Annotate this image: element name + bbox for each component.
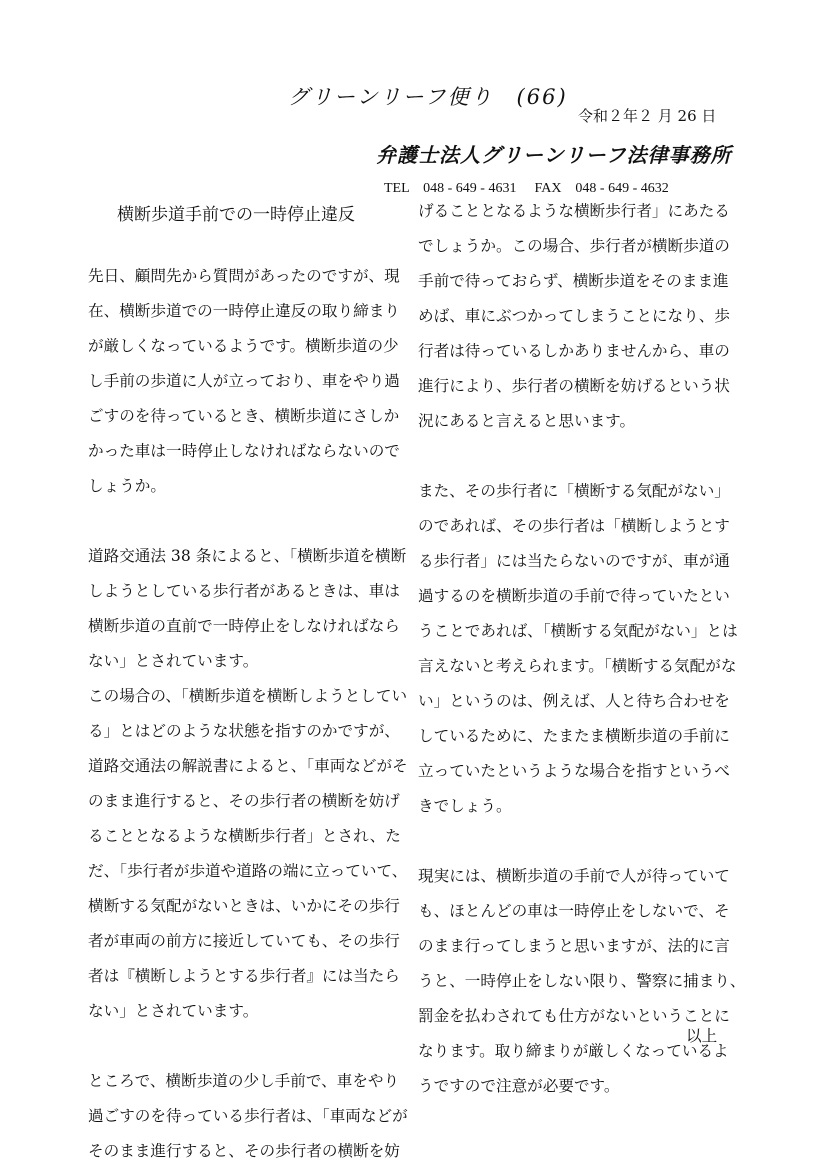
body-line: 横断する気配がないときは、いかにその歩行 <box>88 897 400 915</box>
body-line: 罰金を払わされても仕方がないということに <box>418 1007 730 1025</box>
body-line: うですので注意が必要です。 <box>418 1077 620 1095</box>
body-line: めば、車にぶつかってしまうことになり、歩 <box>418 307 730 325</box>
body-line: うと、一時停止をしない限り、警察に捕まり、 <box>418 972 746 990</box>
body-line: 現実には、横断歩道の手前で人が待っていて <box>418 867 730 885</box>
body-line: 横断歩道の直前で一時停止をしなければなら <box>88 617 400 635</box>
body-line <box>88 1029 393 1064</box>
body-line: でしょうか。この場合、歩行者が横断歩道の <box>418 237 730 255</box>
body-line: 立っていたというような場合を指すというべ <box>418 762 730 780</box>
body-line: しているために、たまたま横断歩道の手前に <box>418 727 730 745</box>
body-line: 言えないと考えられます。「横断する気配がな <box>418 657 737 675</box>
body-line: げることとなるような横断歩行者」にあたる <box>418 202 730 220</box>
body-line: 道路交通法の解説書によると、「車両などがそ <box>88 757 408 775</box>
body-line: い」というのは、例えば、人と待ち合わせを <box>418 692 730 710</box>
body-line: のであれば、その歩行者は「横断しようとす <box>418 517 730 535</box>
issue-date: 令和２年２ 月 26 日 <box>578 107 717 125</box>
body-line: 過するのを横断歩道の手前で待っていたとい <box>418 587 730 605</box>
body-line: 手前で待っておらず、横断歩道をそのまま進 <box>418 272 729 290</box>
body-line: だ、「歩行者が歩道や道路の端に立っていて、 <box>88 862 408 880</box>
body-line: 道路交通法 38 条によると、「横断歩道を横断 <box>88 547 407 565</box>
body-line: かった車は一時停止しなければならないので <box>88 442 400 460</box>
body-line <box>418 824 723 859</box>
article-right-column <box>418 194 746 1104</box>
body-line: が厳しくなっているようです。横断歩道の少 <box>88 337 399 355</box>
article-left-column <box>88 259 408 1169</box>
body-line: 先日、顧問先から質問があったのですが、現 <box>88 267 400 285</box>
closing-mark: 以上 <box>686 1027 718 1045</box>
body-line: この場合の、「横断歩道を横断しようとしてい <box>88 687 408 705</box>
body-line: も、ほとんどの車は一時停止をしないで、そ <box>418 902 730 920</box>
body-line: る」とはどのような状態を指すのかですが、 <box>88 722 400 740</box>
body-line: ることとなるような横断歩行者」とされ、た <box>88 827 401 845</box>
newsletter-title: グリーンリーフ便り (66) <box>288 85 568 109</box>
fax-number: FAX 048 - 649 - 4632 <box>534 181 669 196</box>
body-line: し手前の歩道に人が立っており、車をやり過 <box>88 372 400 390</box>
body-line: また、その歩行者に「横断する気配がない」 <box>418 482 730 500</box>
body-line: うことであれば、「横断する気配がない」とは <box>418 622 738 640</box>
body-line: ところで、横断歩道の少し手前で、車をやり <box>88 1072 400 1090</box>
body-line: 者は『横断しようとする歩行者』には当たら <box>88 967 400 985</box>
firm-name: 弁護士法人グリーンリーフ法律事務所 <box>376 143 732 167</box>
body-line <box>88 504 393 539</box>
body-line: のまま進行すると、その歩行者の横断を妨げ <box>88 792 400 810</box>
body-line: なります。取り締まりが厳しくなっているよ <box>418 1042 729 1060</box>
body-line: のまま行ってしまうと思いますが、法的に言 <box>418 937 730 955</box>
body-line: 者が車両の前方に接近していても、その歩行 <box>88 932 400 950</box>
article-heading: 横断歩道手前での一時停止違反 <box>117 205 355 225</box>
body-line: る歩行者」には当たらないのですが、車が通 <box>418 552 730 570</box>
body-line: 過ごすのを待っている歩行者は、「車両などが <box>88 1107 408 1125</box>
body-line: 在、横断歩道での一時停止違反の取り締まり <box>88 302 400 320</box>
body-line: 況にあると言えると思います。 <box>418 412 636 430</box>
body-line: ない」とされています。 <box>88 652 259 670</box>
body-line: ない」とされています。 <box>88 1002 259 1020</box>
body-line: きでしょう。 <box>418 797 512 815</box>
body-line: ごすのを待っているとき、横断歩道にさしか <box>88 407 400 425</box>
tel-number: TEL 048 - 649 - 4631 <box>384 181 517 196</box>
body-line: しようとしている歩行者があるときは、車は <box>88 582 400 600</box>
body-line: そのまま進行すると、その歩行者の横断を妨 <box>88 1142 400 1160</box>
body-line: しょうか。 <box>88 477 166 495</box>
body-line <box>418 439 723 474</box>
body-line: 行者は待っているしかありませんから、車の <box>418 342 730 360</box>
body-line: 進行により、歩行者の横断を妨げるという状 <box>418 377 730 395</box>
